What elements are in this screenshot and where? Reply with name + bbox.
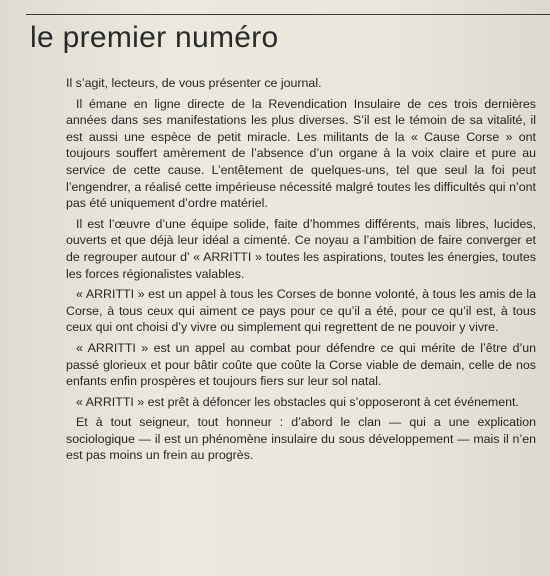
paragraph-origin: Il émane en ligne directe de la Revendication Insulaire de ces trois dernières années dans ses manifestations les plus diverses. S’il est le témoin de sa vitalité, il est aussi une espèce de petit miracle. Les militants de la « Cause Corse » ont toujours souffert amèrement de l’absence d’un organe à la voix claire et pure au service de cette cause. L’entêtement de quelques-uns, tel que seul la foi peut l’engendrer, a réalisé cette impérieuse nécessité malgré toutes les difficultés qui n’ont pas été uniquement d’ordre matériel. bbox=[66, 96, 536, 211]
paragraph-appeal-combat: « ARRITTI » est un appel au combat pour défendre ce qui mérite de l’être d’un passé glorieux et pour bâtir coûte que coûte la Corse viable de demain, celle de nos enfants enfin prospères et toujours fiers sur leur sol natal. bbox=[66, 340, 536, 389]
article-body bbox=[66, 75, 536, 468]
article-title: le premier numéro bbox=[30, 21, 279, 54]
paragraph-obstacles: « ARRITTI » est prêt à défoncer les obstacles qui s’opposeront à cet événement. bbox=[76, 394, 519, 409]
paragraph-appeal-corses: « ARRITTI » est un appel à tous les Corses de bonne volonté, à tous les amis de la Corse, à tous ceux qui aiment ce pays pour ce qu’il a été, pour ce qu’il est, à tous ceux qui ont choisi d’y vivre ou simplement qui regrettent de ne pouvoir y vivre. bbox=[66, 287, 536, 335]
paragraph-intro: Il s’agit, lecteurs, de vous présenter ce journal. bbox=[66, 76, 322, 90]
paragraph-team: Il est l’œuvre d’une équipe solide, faite d’hommes différents, mais libres, lucides, ouverts et que déjà leur idéal a cimenté. Ce noyau a l’ambition de faire converger et de regrouper autour d’ « ARRITTI » toutes les aspirations, toutes les énergies, toutes les forces régionalistes valables. bbox=[66, 216, 536, 281]
top-rule bbox=[26, 14, 550, 15]
paragraph-clan: Et à tout seigneur, tout honneur : d’abord le clan — qui a une explication sociologique — il est un phénomène insulaire du sous développement — mais il n’en est pas moins un frein au progrès. bbox=[66, 415, 536, 463]
